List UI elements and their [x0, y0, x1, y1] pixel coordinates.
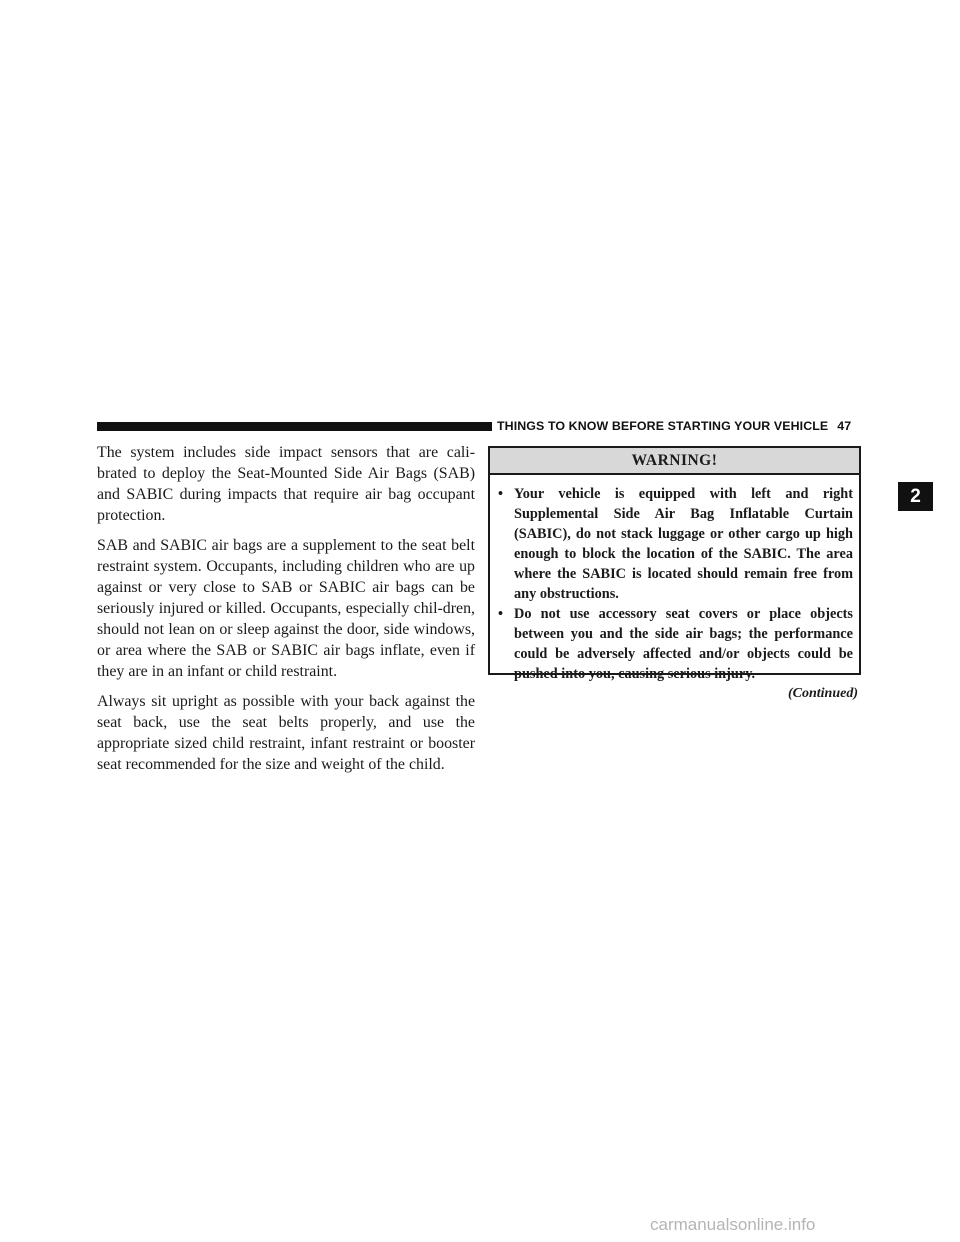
section-title: THINGS TO KNOW BEFORE STARTING YOUR VEHICLE [497, 419, 829, 433]
body-paragraph: The system includes side impact sensors that are cali-brated to deploy the Seat-Mounted Side Air Bags (SAB) and SABIC during impacts that require air bag occupant protection. [97, 444, 475, 524]
chapter-tab: 2 [898, 482, 933, 511]
warning-item [498, 484, 853, 604]
warning-item [498, 604, 853, 684]
watermark: carmanualsonline.info [650, 1215, 816, 1234]
body-paragraph: Always sit upright as possible with your back against the seat back, use the seat belts properly, and use the appropriate sized child restraint, infant restraint or booster seat recommended for the size and weight of the child. [97, 693, 475, 773]
warning-box [488, 446, 861, 682]
body-paragraph: SAB and SABIC air bags are a supplement to the seat belt restraint system. Occupants, including children who are up against or very close to SAB or SABIC air bags can be seriously injured or killed. Occupants, especially chil-dren, should not lean on or sleep against the door, side windows, or area where the SAB or SABIC air bags inflate, even if they are in an infant or child restraint. [97, 537, 475, 680]
warning-item-text: Your vehicle is equipped with left and right Supplemental Side Air Bag Inflatable Curtain (SABIC), do not stack luggage or other cargo up high enough to block the location of the SABIC. The area where the SABIC is located should remain free from any obstructions. [514, 486, 853, 602]
body-text-column [97, 442, 475, 784]
page-number: 47 [837, 419, 852, 433]
bullet-icon: • [498, 486, 504, 502]
bullet-icon: • [498, 606, 504, 622]
warning-list [490, 475, 859, 684]
warning-item-text: Do not use accessory seat covers or place objects between you and the side air bags; the performance could be adversely affected and/or objects could be pushed into you, causing serious injury. [514, 606, 853, 682]
warning-title: WARNING! [490, 448, 859, 475]
continued-label: (Continued) [787, 686, 858, 701]
running-header [497, 418, 866, 435]
header-rule [97, 422, 492, 431]
